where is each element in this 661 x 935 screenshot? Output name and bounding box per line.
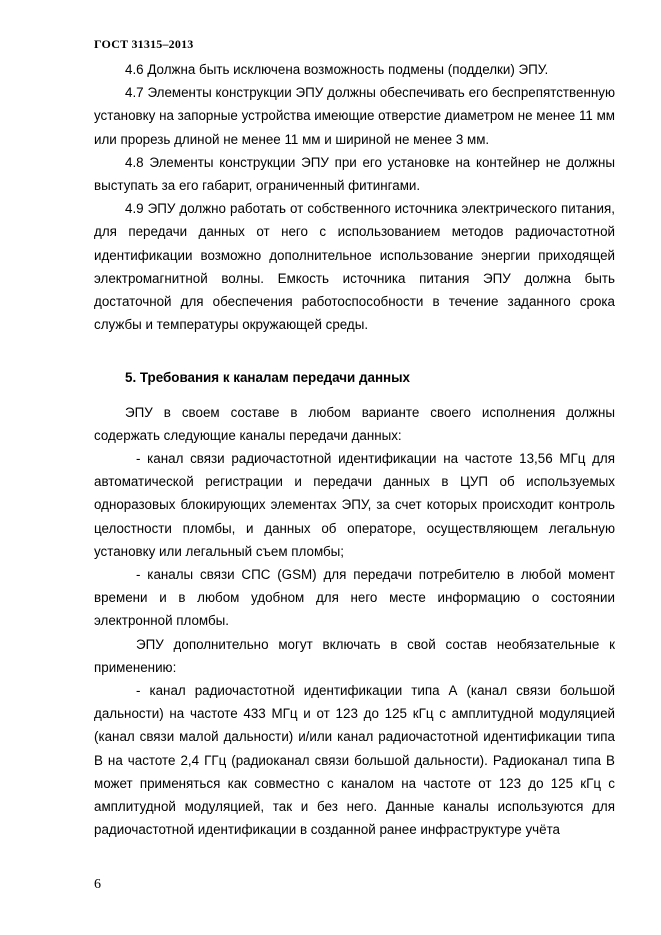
list-item: - канал связи радиочастотной идентификации на частоте 13,56 МГц для автоматической регистрации и передачи данных в ЦУП об используемых одноразовых блокирующих элементах ЭПУ, за счет которых происходит контроль целостности пломбы, и данных об операторе, осуществляющем легальную установку или легальный съем пломбы; — [94, 451, 615, 559]
section-5-paragraph: ЭПУ в своем составе в любом варианте своего исполнения должны содержать следующие каналы передачи данных: — [94, 404, 615, 443]
page-number: 6 — [94, 877, 101, 892]
list-item: - канал радиочастотной идентификации типа А (канал связи большой дальности) на частоте 433 МГц и от 123 до 125 кГц с амплитудной модуляцией (канал связи малой дальности) и/или канал радиочастотной идентификации типа В на частоте 2,4 ГГц (радиоканал связи большой дальности). Радиоканал типа В может применяться как совместно с каналом на частоте от 123 до 125 кГц с амплитудной модуляцией, так и без него. Данные каналы используются для радиочастотной идентификации в созданной ранее инфраструктуре учёта — [94, 683, 615, 838]
document-header: ГОСТ 31315–2013 — [94, 37, 194, 51]
paragraph-4-9: 4.9 ЭПУ должно работать от собственного источника электрического питания, для передачи данных от него с использованием методов радиочастотной идентификации возможно дополнительное использование энергии приходящей электромагнитной волны. Емкость источника питания ЭПУ должна быть достаточной для обеспечения работоспособности в течение заданного срока службы и температуры окружающей среды. — [94, 201, 615, 333]
section-5-heading: 5. Требования к каналам передачи данных — [125, 370, 411, 386]
page-body — [94, 58, 615, 842]
paragraph-4-6: 4.6 Должна быть исключена возможность подмены (подделки) ЭПУ. — [125, 62, 549, 77]
paragraph-4-7: 4.7 Элементы конструкции ЭПУ должны обеспечивать его беспрепятственную установку на запорные устройства имеющие отверстие диаметром не менее 11 мм или прорезь длиной не менее 11 мм и шириной не менее 3 мм. — [94, 85, 615, 147]
section-5-paragraph: ЭПУ дополнительно могут включать в свой состав необязательные к применению: — [94, 636, 615, 675]
list-item: - каналы связи СПС (GSM) для передачи потребителю в любой момент времени и в любом удобном для него месте информацию о состоянии электронной пломбы. — [94, 567, 615, 629]
paragraph-4-8: 4.8 Элементы конструкции ЭПУ при его установке на контейнер не должны выступать за его габарит, ограниченный фитингами. — [94, 154, 615, 194]
